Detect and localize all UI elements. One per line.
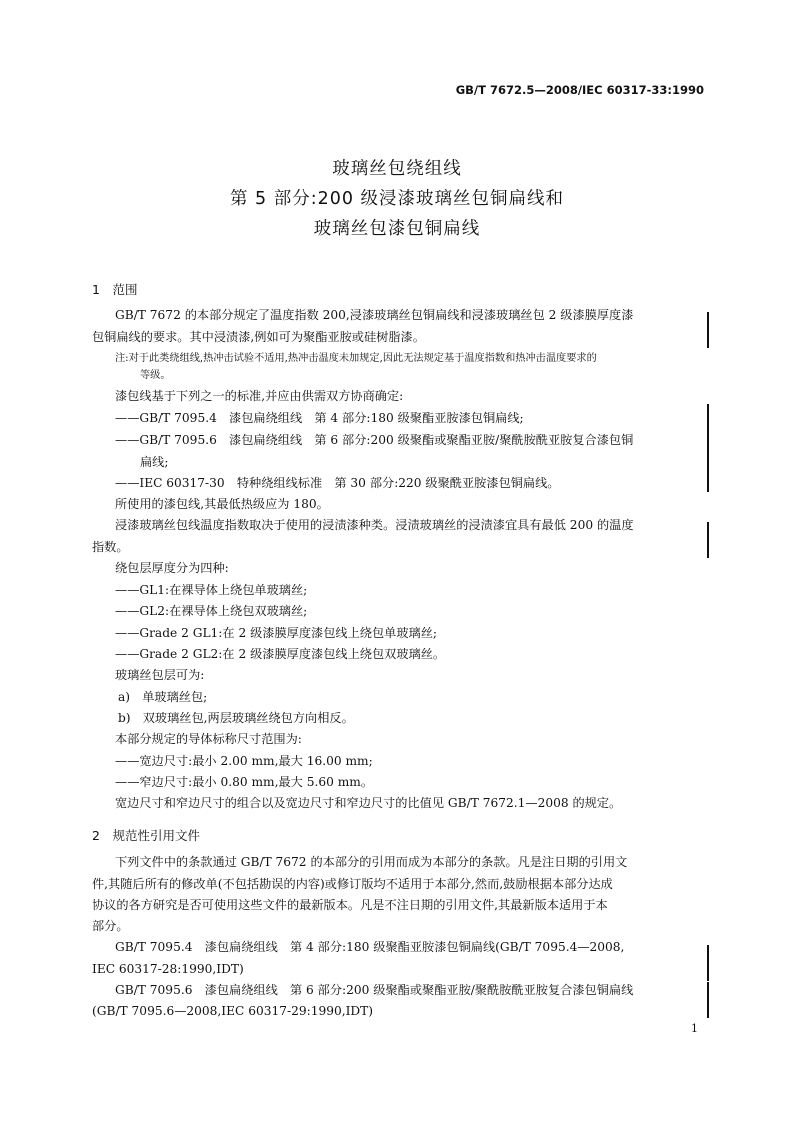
list-item: ——宽边尺寸:最小 2.00 mm,最大 16.00 mm;: [115, 754, 373, 768]
list-item: ——GL1:在裸导体上绕包单玻璃丝;: [115, 583, 308, 597]
revision-bar: [707, 522, 709, 558]
title-line-3: 玻璃丝包漆包铜扁线: [313, 219, 481, 239]
revision-bar: [707, 312, 709, 348]
revision-bar: [707, 945, 709, 981]
list-item-continuation: 扁线;: [140, 455, 169, 469]
paragraph-line: 玻璃丝包层可为:: [115, 668, 205, 682]
paragraph-line: 包铜扁线的要求。其中浸渍漆,例如可为聚酯亚胺或硅树脂漆。: [92, 330, 425, 344]
note-line: 注:对于此类绕组线,热冲击试验不适用,热冲击温度未加规定,因此无法规定基于温度指数和热冲击温度要求的: [115, 353, 597, 364]
revision-bar: [707, 404, 709, 492]
paragraph-line: 所使用的漆包线,其最低热级应为 180。: [115, 497, 329, 511]
title-line-1: 玻璃丝包绕组线: [332, 159, 462, 179]
list-item: b) 双玻璃丝包,两层玻璃丝绕包方向相反。: [118, 711, 354, 725]
list-item: ——GB/T 7095.6 漆包扁绕组线 第 6 部分:200 级聚酯或聚酯亚胺/聚酰胺酰亚胺复合漆包铜: [115, 433, 634, 447]
revision-bar: [707, 982, 709, 1018]
paragraph-line: 下列文件中的条款通过 GB/T 7672 的本部分的引用而成为本部分的条款。凡是注日期的引用文: [115, 855, 628, 869]
section-1-heading: 1 范围: [92, 282, 138, 297]
list-item: ——Grade 2 GL1:在 2 级漆膜厚度漆包线上绕包单玻璃丝;: [115, 626, 438, 640]
note-line: 等级。: [140, 370, 171, 381]
list-item: ——GL2:在裸导体上绕包双玻璃丝;: [115, 604, 308, 618]
title-line-2: 第 5 部分:200 级浸漆玻璃丝包铜扁线和: [229, 189, 565, 209]
reference-line: IEC 60317-28:1990,IDT): [92, 962, 244, 976]
reference-line: GB/T 7095.6 漆包扁绕组线 第 6 部分:200 级聚酯或聚酯亚胺/聚酰胺酰亚胺复合漆包铜扁线: [115, 983, 634, 997]
paragraph-line: 漆包线基于下列之一的标准,并应由供需双方协商确定:: [115, 389, 404, 403]
paragraph-line: 部分。: [92, 919, 129, 933]
paragraph-line: 协议的各方研究是否可使用这些文件的最新版本。凡是不注日期的引用文件,其最新版本适用于本: [92, 898, 608, 912]
list-item: a) 单玻璃丝包;: [118, 690, 208, 704]
list-item: ——窄边尺寸:最小 0.80 mm,最大 5.60 mm。: [115, 775, 374, 789]
paragraph-line: 指数。: [92, 540, 129, 554]
list-item: ——IEC 60317-30 特种绕组线标准 第 30 部分:220 级聚酰亚胺漆包铜扁线。: [115, 476, 560, 490]
reference-line: (GB/T 7095.6—2008,IEC 60317-29:1990,IDT): [92, 1004, 374, 1018]
standard-code: GB/T 7672.5—2008/IEC 60317-33:1990: [455, 83, 704, 97]
paragraph-line: 本部分规定的导体标称尺寸范围为:: [115, 732, 302, 746]
paragraph-line: 宽边尺寸和窄边尺寸的组合以及宽边尺寸和窄边尺寸的比值见 GB/T 7672.1—2008 的规定。: [115, 796, 622, 810]
paragraph-line: 绕包层厚度分为四种:: [115, 561, 229, 575]
paragraph-line: 件,其随后所有的修改单(不包括勘误的内容)或修订版均不适用于本部分,然而,鼓励根据本部分达成: [92, 877, 613, 891]
page-number: 1: [691, 1022, 698, 1035]
list-item: ——Grade 2 GL2:在 2 级漆膜厚度漆包线上绕包双玻璃丝。: [115, 647, 446, 661]
paragraph-line: GB/T 7672 的本部分规定了温度指数 200,浸漆玻璃丝包铜扁线和浸漆玻璃丝包 2 级漆膜厚度漆: [115, 308, 634, 322]
section-2-heading: 2 规范性引用文件: [92, 828, 200, 843]
list-item: ——GB/T 7095.4 漆包扁绕组线 第 4 部分:180 级聚酯亚胺漆包铜扁线;: [115, 411, 524, 425]
reference-line: GB/T 7095.4 漆包扁绕组线 第 4 部分:180 级聚酯亚胺漆包铜扁线(GB/T 7095.4—2008,: [115, 940, 625, 954]
paragraph-line: 浸漆玻璃丝包线温度指数取决于使用的浸渍漆种类。浸渍玻璃丝的浸渍漆宜具有最低 200 的温度: [115, 518, 634, 532]
